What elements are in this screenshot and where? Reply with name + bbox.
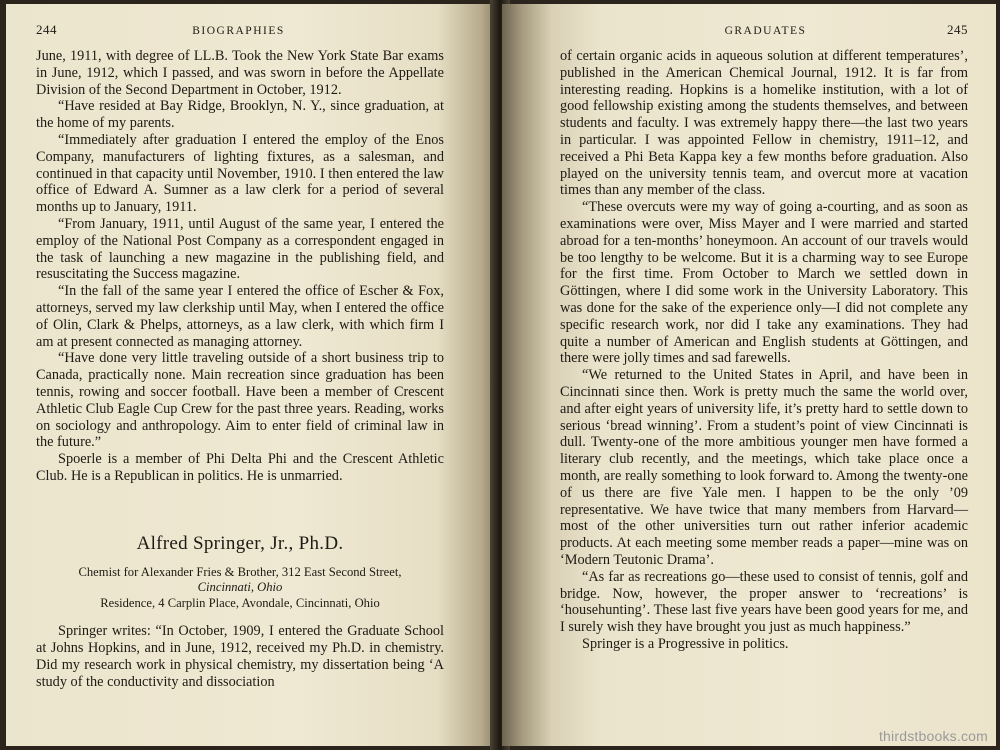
running-head: [36, 22, 444, 38]
paragraph: “From January, 1911, until August of the same year, I entered the employ of the National Post Company as a correspondent engaged in the task of launching a new magazine in the publishing field, and resuscitating the Success magazine.: [36, 215, 444, 283]
body-text: [36, 48, 444, 485]
paragraph: “Immediately after graduation I entered the employ of the Enos Company, manufacturers of lighting fixtures, as a salesman, and continued in that capacity until November, 1910. I then entered the law office of Edward A. Sumner as a law clerk for a period of several months up to January, 1911.: [36, 131, 444, 216]
watermark: thirdstbooks.com: [878, 728, 988, 744]
occupation-line: Chemist for Alexander Fries & Brother, 312 East Second Street,: [78, 564, 402, 579]
occupation-city: Cincinnati, Ohio: [197, 580, 283, 595]
paragraph: “As far as recreations go—these used to consist of tennis, golf and bridge. Now, however, the proper answer to ‘recreations’ is ‘househunting’. These last five years have been good years for me, and I surely wish they have brought you just as much happiness.”: [560, 568, 968, 636]
page-number: 245: [947, 22, 968, 37]
paragraph: “We returned to the United States in April, and have been in Cincinnati since then. Work is pretty much the same the world over, and after eight years of university life, it’s pretty hard to settle down to serious ‘bread winning’. From a student’s point of view Cincinnati is dull. Twenty-one of the more ambitious younger men have formed a literary club recently, and the meetings, which take place once a month, are really something to look forward to. Among the twenty-one of us there are five Yale men. I happen to be the only ’09 representative. We have twice that many members from Harvard—most of the other universities turn out rather inferior academic products. At each meeting some member reads a paper—mine was on ‘Modern Teutonic Drama’.: [560, 367, 968, 568]
running-head-title: BIOGRAPHIES: [192, 25, 285, 37]
paragraph: “Have resided at Bay Ridge, Brooklyn, N. Y., since graduation, at the home of my parents.: [36, 98, 444, 132]
page-number: 244: [36, 22, 57, 37]
paragraph: Springer is a Progressive in politics.: [582, 635, 789, 652]
biography-info: [36, 565, 444, 612]
running-head-title: GRADUATES: [724, 25, 807, 37]
paragraph: “In the fall of the same year I entered the office of Escher & Fox, attorneys, served my law clerkship until May, when I entered the office of Olin, Clark & Phelps, attorneys, as a law clerk, with which firm I am at present connected as managing attorney.: [36, 283, 444, 350]
paragraph: Springer writes: “In October, 1909, I entered the Graduate School at Johns Hopkins, and in June, 1912, received my Ph.D. in chemistry. Did my research work in physical chemistry, my dissertation being ‘A study of the conductivity and dissociation: [36, 623, 444, 690]
biography-heading: Alfred Springer, Jr., Ph.D.: [136, 532, 344, 554]
body-text: [560, 48, 968, 653]
right-page: [502, 4, 996, 746]
biography-body: [36, 623, 444, 690]
paragraph: “These overcuts were my way of going a-courting, and as soon as examinations were over, Miss Mayer and I were married and started abroad for a ten-months’ honeymoon. An account of our travels would be too lengthy to be welcome. But it is a charming way to see Europe for the first time. From October to March we settled down in Göttingen, where I did some work in the University Laboratory. This was done for the sake of the experience only—I did not complete any specific research work, nor did I take any examinations. They had quite a number of American and English students at Göttingen, and there were jolly times and sad farewells.: [560, 199, 968, 367]
running-head: [560, 22, 968, 38]
paragraph: “Have done very little traveling outside of a short business trip to Canada, practically none. Main recreation since graduation has been tennis, rowing and soccer football. Have been a member of Crescent Athletic Club Eagle Cup Crew for the past three years. Reading, works on sociology and anthropology. Aim to enter field of criminal law in the future.”: [36, 350, 444, 451]
residence-line: Residence, 4 Carplin Place, Avondale, Cincinnati, Ohio: [100, 595, 380, 610]
paragraph: of certain organic acids in aqueous solution at different temperatures’, published in the American Chemical Journal, 1912. It is far from interesting reading. Hopkins is a homelike institution, with a lot of good fellowship existing among the students themselves, and between students and faculty. I was extremely happy there—the last two years in particular. I was appointed Fellow in chemistry, 1911–12, and received a Phi Beta Kappa key a few months before graduation. Also played on the university tennis team, and overcut more at vacation times than any member of the class.: [560, 48, 968, 199]
paragraph: June, 1911, with degree of LL.B. Took the New York State Bar exams in June, 1912, which I passed, and was sworn in before the Appellate Division of the Second Department in October, 1912.: [36, 48, 444, 98]
left-page: [6, 4, 496, 746]
paragraph: Spoerle is a member of Phi Delta Phi and the Crescent Athletic Club. He is a Republican in politics. He is unmarried.: [36, 451, 444, 484]
